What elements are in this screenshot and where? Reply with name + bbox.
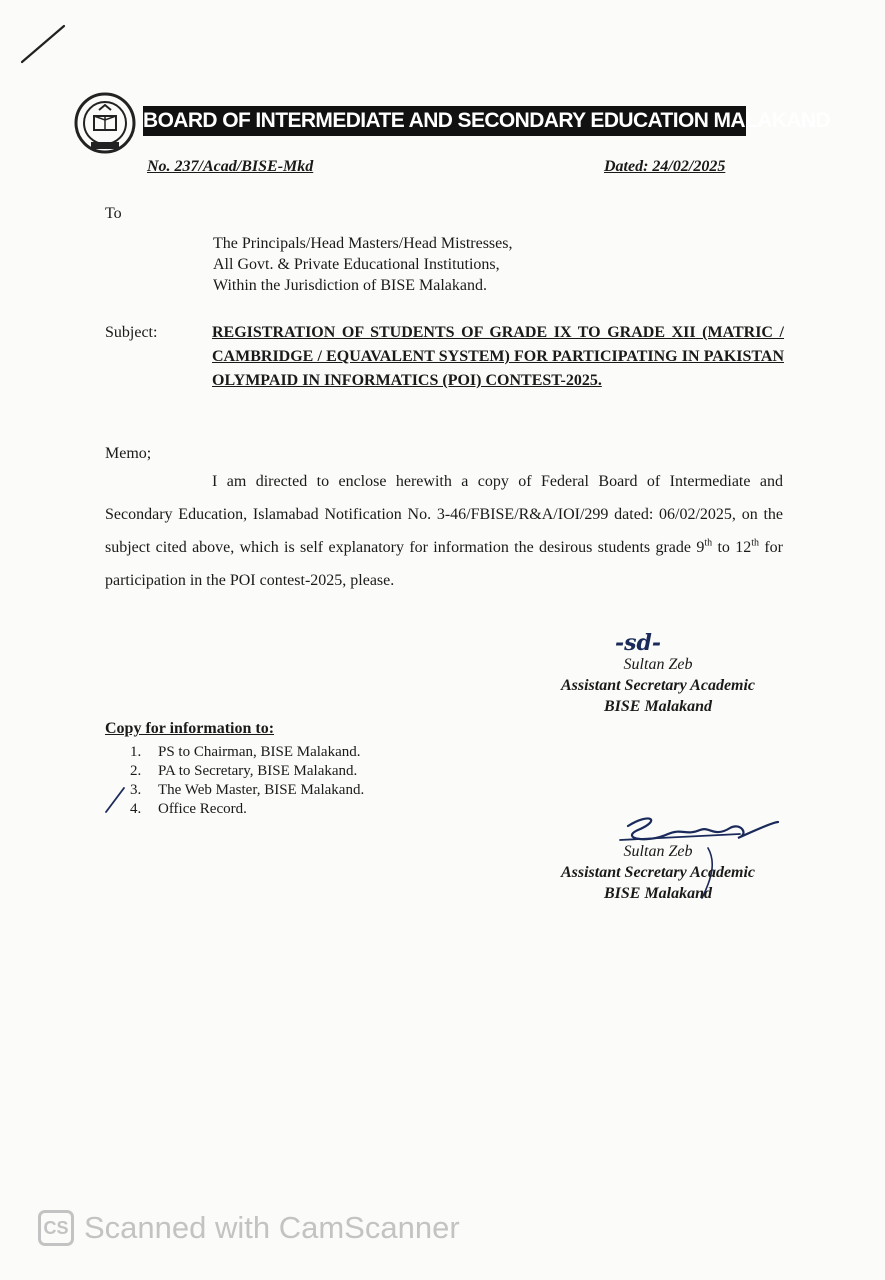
list-item xyxy=(130,800,364,819)
copy-for-information-heading: Copy for information to: xyxy=(105,720,275,737)
signatory-designation: Assistant Secretary Academic xyxy=(560,677,756,694)
list-number: 3. xyxy=(130,782,142,798)
memo-text: to 12 xyxy=(712,539,752,556)
memo-body xyxy=(105,465,783,597)
signatory-designation: Assistant Secretary Academic xyxy=(560,864,756,881)
list-item xyxy=(130,762,364,781)
memo-text: for participation in the POI contest-2025, please. xyxy=(105,539,784,589)
sd-mark: -sd- xyxy=(615,630,662,656)
list-text: PS to Chairman, BISE Malakand. xyxy=(158,744,361,760)
watermark-text: Scanned with CamScanner xyxy=(84,1210,460,1245)
signatory-name: Sultan Zeb xyxy=(623,843,693,860)
camscanner-logo-icon: CS xyxy=(38,1210,74,1246)
board-name-banner: BOARD OF INTERMEDIATE AND SECONDARY EDUCATION MALAKAND xyxy=(143,106,746,136)
board-seal-logo xyxy=(74,92,136,154)
memo-text: I am directed to enclose herewith a copy of Federal Board of Intermediate and Secondary Education, Islamabad Notification No. 3-46/FBISE/R&A/IOI/299 dated: 06/02/2025, on the subject cited above, which is self explanatory for information the desirous students grade 9 xyxy=(105,473,783,556)
letter-number: No. 237/Acad/BISE-Mkd xyxy=(147,158,314,175)
list-number: 1. xyxy=(130,744,142,760)
signatory-name: Sultan Zeb xyxy=(623,656,693,673)
to-label: To xyxy=(105,205,122,222)
list-number: 4. xyxy=(130,801,142,817)
signatory-office: BISE Malakand xyxy=(603,885,713,902)
list-text: The Web Master, BISE Malakand. xyxy=(158,782,365,798)
addressee-line: The Principals/Head Masters/Head Mistresses, xyxy=(213,235,513,252)
signature-block xyxy=(540,654,776,717)
tick-mark-icon xyxy=(104,784,130,814)
subject-text: REGISTRATION OF STUDENTS OF GRADE IX TO GRADE XII (MATRIC / CAMBRIDGE / EQUAVALENT SYSTEM) FOR PARTICIPATING IN PAKISTAN OLYMPAID IN INFORMATICS (POI) CONTEST-2025. xyxy=(212,324,784,389)
scanner-watermark xyxy=(38,1208,460,1248)
addressee-line: All Govt. & Private Educational Institutions, xyxy=(213,256,500,273)
list-text: Office Record. xyxy=(158,801,247,817)
subject-label: Subject: xyxy=(105,324,158,341)
addressee-line: Within the Jurisdiction of BISE Malakand. xyxy=(213,277,487,294)
signatory-office: BISE Malakand xyxy=(603,698,713,715)
copy-list xyxy=(130,743,364,819)
list-item xyxy=(130,743,364,762)
signature-block xyxy=(540,841,776,904)
letter-date: Dated: 24/02/2025 xyxy=(604,158,726,175)
ordinal-suffix: th xyxy=(751,537,760,549)
list-item xyxy=(130,781,364,800)
addressee-block xyxy=(213,234,512,297)
list-text: PA to Secretary, BISE Malakand. xyxy=(158,763,358,779)
memo-label: Memo; xyxy=(105,445,152,462)
pen-stroke-mark xyxy=(18,22,68,66)
ordinal-suffix: th xyxy=(704,537,713,549)
list-number: 2. xyxy=(130,763,142,779)
